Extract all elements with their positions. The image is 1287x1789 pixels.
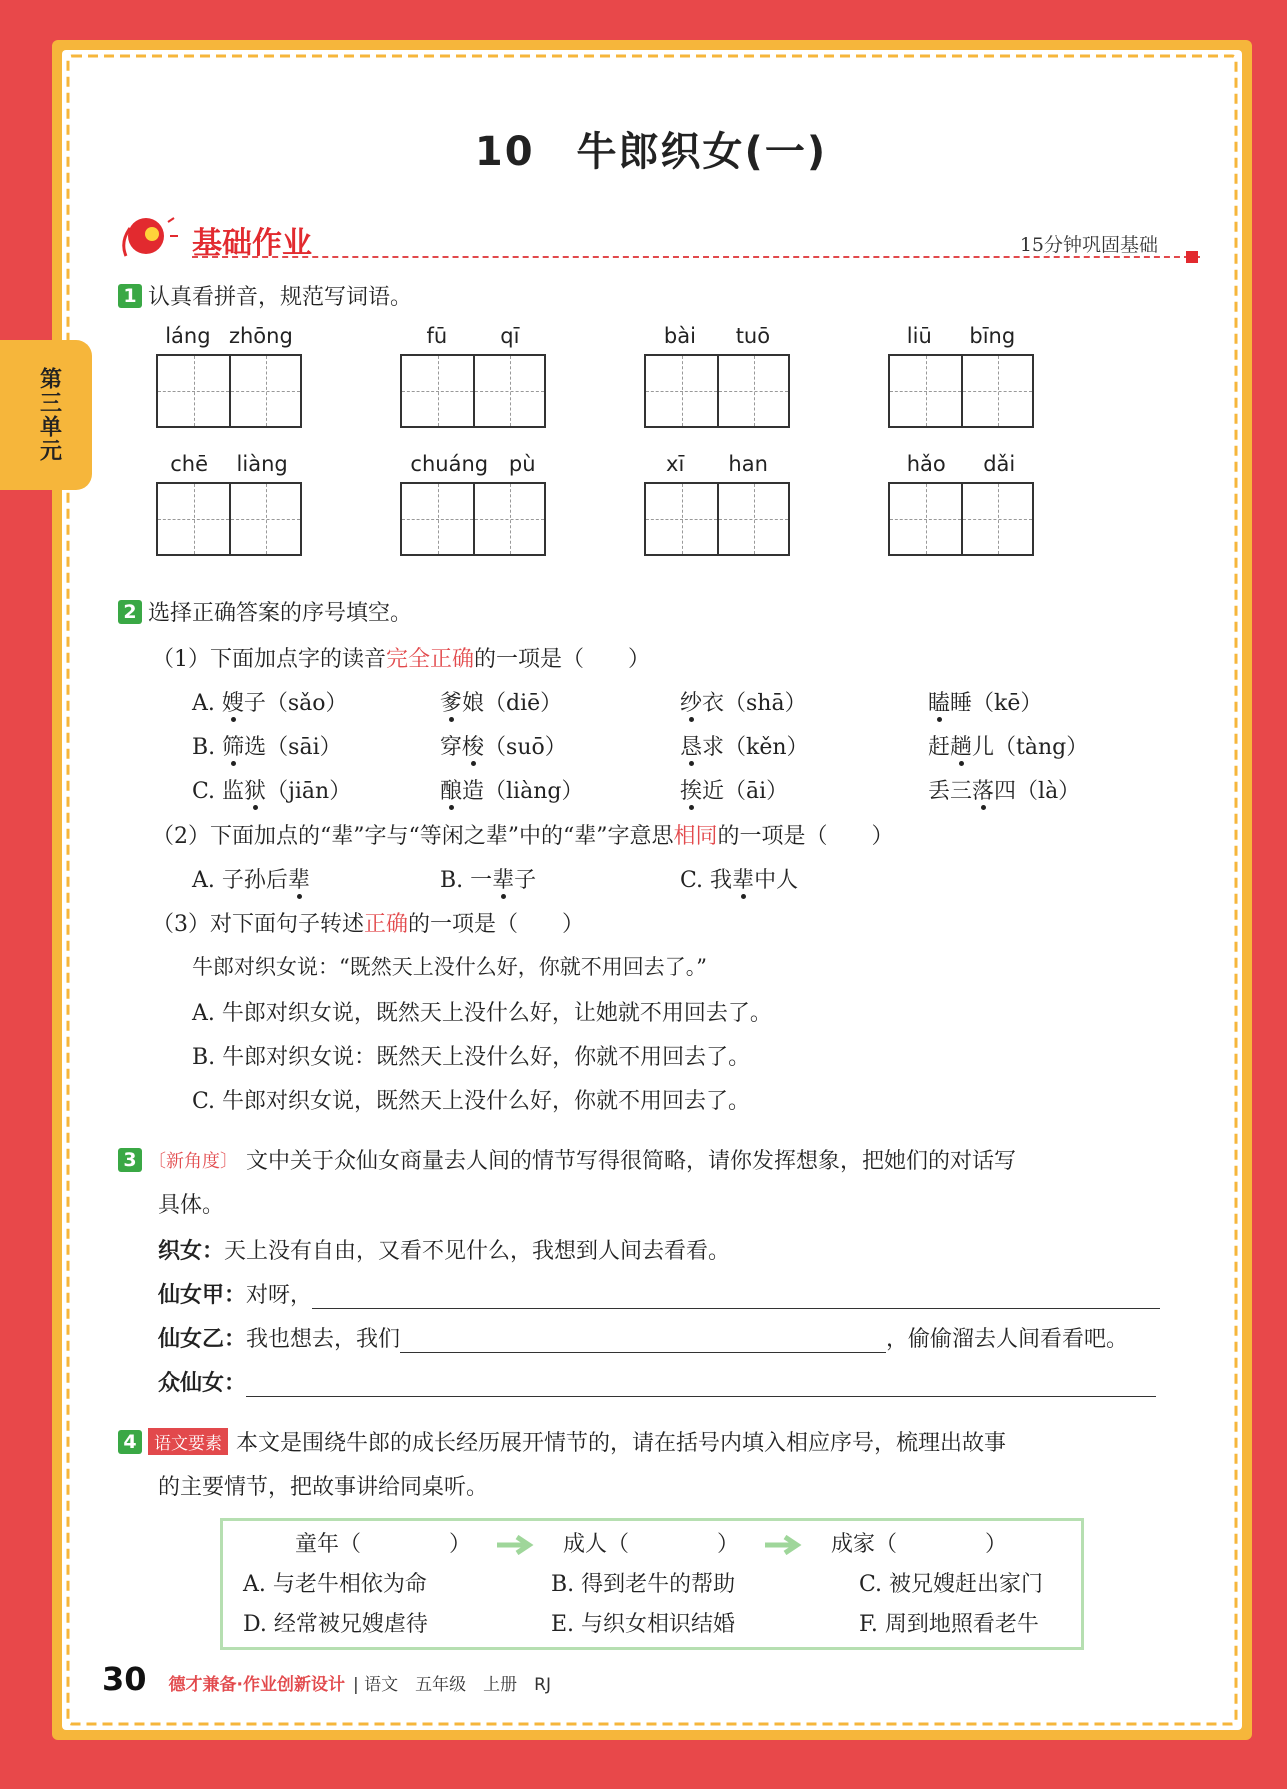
stage-childhood[interactable]: 童年（ ） bbox=[295, 1532, 472, 1557]
choice-item[interactable]: 丢三落四（là） bbox=[928, 779, 1081, 804]
sub-question-2: （2）下面加点的“辈”字与“等闲之辈”中的“辈”字意思相同的一项是（ ） bbox=[152, 824, 894, 849]
plot-outline-box bbox=[220, 1518, 1084, 1650]
answer-blank[interactable] bbox=[246, 1372, 1156, 1397]
option-a[interactable]: A. 牛郎对织女说，既然天上没什么好，让她就不用回去了。 bbox=[192, 1001, 772, 1026]
pinyin-group bbox=[400, 452, 546, 556]
dotted-character: 筛 bbox=[222, 735, 245, 760]
pinyin-group bbox=[156, 324, 302, 428]
choice-item[interactable]: A. 嫂子（sǎo） bbox=[192, 691, 348, 716]
page-footer bbox=[102, 1660, 551, 1698]
question-number: 1 bbox=[118, 284, 142, 308]
arrow-right-icon bbox=[765, 1535, 805, 1555]
section-divider bbox=[192, 256, 1200, 258]
page-number: 30 bbox=[102, 1660, 147, 1698]
choice-item[interactable]: 纱衣（shā） bbox=[680, 691, 807, 716]
sub-question-1: （1）下面加点字的读音完全正确的一项是（ ） bbox=[152, 647, 651, 672]
question-text: 本文是围绕牛郎的成长经历展开情节的，请在括号内填入相应序号，梳理出故事 bbox=[236, 1431, 1007, 1456]
choice-item[interactable]: 瞌睡（kē） bbox=[928, 691, 1043, 716]
pinyin: láng bbox=[165, 324, 211, 348]
bell-icon bbox=[116, 212, 180, 262]
quote-sentence: 牛郎对织女说：“既然天上没什么好，你就不用回去了。” bbox=[192, 955, 707, 979]
pinyin-group bbox=[400, 324, 546, 428]
question-text-cont: 具体。 bbox=[158, 1193, 225, 1218]
question-1-header bbox=[118, 280, 412, 311]
choice-item[interactable]: 挨近（āi） bbox=[680, 779, 789, 804]
writing-grid[interactable] bbox=[156, 354, 302, 428]
choice-item[interactable]: 酿造（liàng） bbox=[440, 779, 584, 804]
choice-item[interactable]: 穿梭（suō） bbox=[440, 735, 567, 760]
dotted-character: 嫂 bbox=[221, 691, 244, 716]
dotted-character: 纱 bbox=[680, 691, 703, 716]
question-3-header bbox=[118, 1144, 1016, 1175]
divider-end-marker bbox=[1186, 251, 1198, 263]
question-text: 选择正确答案的序号填空。 bbox=[148, 601, 413, 626]
dotted-character: 瞌 bbox=[928, 691, 951, 716]
choice-item[interactable]: C. 我辈中人 bbox=[680, 868, 799, 893]
dotted-character: 恳 bbox=[680, 735, 703, 760]
pinyin: chuáng bbox=[410, 452, 489, 476]
pinyin: pù bbox=[508, 452, 536, 476]
stage-family[interactable]: 成家（ ） bbox=[831, 1532, 1008, 1557]
question-2-header bbox=[118, 596, 412, 627]
new-angle-tag: 〔新角度〕 bbox=[148, 1150, 238, 1172]
pinyin-group bbox=[644, 452, 790, 556]
pinyin-group bbox=[644, 324, 790, 428]
choice-item[interactable]: 恳求（kěn） bbox=[680, 735, 809, 760]
dotted-character: 趟 bbox=[950, 735, 973, 760]
event-option: F. 周到地照看老牛 bbox=[859, 1612, 1039, 1637]
choice-item[interactable]: C. 监狱（jiān） bbox=[192, 779, 352, 804]
dotted-character: 辈 bbox=[492, 868, 515, 893]
event-option: A. 与老牛相依为命 bbox=[243, 1572, 427, 1597]
arrow-right-icon bbox=[497, 1535, 537, 1555]
pinyin: hǎo bbox=[906, 452, 946, 476]
question-text: 文中关于众仙女商量去人间的情节写得很简略，请你发挥想象，把她们的对话写 bbox=[246, 1149, 1017, 1174]
pinyin: bīng bbox=[969, 324, 1016, 348]
question-number: 3 bbox=[118, 1148, 142, 1172]
unit-tab bbox=[0, 340, 92, 490]
question-text: 认真看拼音，规范写词语。 bbox=[148, 285, 413, 310]
pinyin: tuō bbox=[735, 324, 771, 348]
question-text-cont: 的主要情节，把故事讲给同桌听。 bbox=[158, 1475, 489, 1500]
dotted-character: 酿 bbox=[440, 779, 463, 804]
pinyin: han bbox=[728, 452, 768, 476]
language-element-tag: 语文要素 bbox=[148, 1428, 228, 1455]
event-option: E. 与织女相识结婚 bbox=[551, 1612, 736, 1637]
choice-item[interactable]: A. 子孙后辈 bbox=[192, 868, 310, 893]
choice-item[interactable]: 爹娘（diē） bbox=[440, 691, 563, 716]
question-4-header bbox=[118, 1426, 1006, 1457]
writing-grid[interactable] bbox=[400, 354, 546, 428]
dotted-character: 爹 bbox=[440, 691, 463, 716]
writing-grid[interactable] bbox=[156, 482, 302, 556]
dotted-character: 狱 bbox=[244, 779, 267, 804]
writing-grid[interactable] bbox=[888, 354, 1034, 428]
pinyin: liàng bbox=[236, 452, 288, 476]
question-number: 4 bbox=[118, 1430, 142, 1454]
dialogue-fairy-b: 仙女乙：我也想去，我们 ，偷偷溜去人间看看吧。 bbox=[158, 1327, 1129, 1352]
page-title: 10 牛郎织女(一) bbox=[474, 129, 828, 175]
unit-label: 第三单元 bbox=[36, 367, 62, 463]
pinyin: zhōng bbox=[228, 324, 293, 348]
event-option: D. 经常被兄嫂虐待 bbox=[243, 1612, 428, 1637]
pinyin-group bbox=[156, 452, 302, 556]
pinyin: bài bbox=[663, 324, 696, 348]
choice-item[interactable]: B. 一辈子 bbox=[440, 868, 537, 893]
option-b[interactable]: B. 牛郎对织女说：既然天上没什么好，你就不用回去了。 bbox=[192, 1045, 751, 1070]
event-option: C. 被兄嫂赶出家门 bbox=[859, 1572, 1044, 1597]
section-subtitle: 15分钟巩固基础 bbox=[1019, 234, 1158, 256]
dialogue-all-fairies: 众仙女： bbox=[158, 1366, 1156, 1397]
writing-grid[interactable] bbox=[888, 482, 1034, 556]
writing-grid[interactable] bbox=[400, 482, 546, 556]
event-option: B. 得到老牛的帮助 bbox=[551, 1572, 736, 1597]
book-info: | 语文 五年级 上册 RJ bbox=[353, 1675, 551, 1695]
section-header bbox=[116, 212, 1206, 262]
dialogue-zhinv: 织女：天上没有自由，又看不见什么，我想到人间去看看。 bbox=[158, 1239, 731, 1264]
sub-question-3: （3）对下面句子转述正确的一项是（ ） bbox=[152, 912, 585, 937]
dialogue-fairy-a: 仙女甲：对呀， bbox=[158, 1278, 1160, 1309]
option-c[interactable]: C. 牛郎对织女说，既然天上没什么好，你就不用回去了。 bbox=[192, 1089, 751, 1114]
stage-adulthood[interactable]: 成人（ ） bbox=[563, 1532, 740, 1557]
pinyin: chē bbox=[170, 452, 209, 476]
book-brand: 德才兼备·作业创新设计 bbox=[168, 1675, 345, 1695]
writing-grid[interactable] bbox=[644, 482, 790, 556]
pinyin: fū bbox=[426, 324, 448, 348]
pinyin: dǎi bbox=[983, 452, 1016, 476]
question-number: 2 bbox=[118, 600, 142, 624]
dotted-character: 挨 bbox=[680, 779, 703, 804]
pinyin: liū bbox=[906, 324, 932, 348]
answer-blank[interactable] bbox=[400, 1328, 886, 1353]
pinyin: xī bbox=[666, 452, 685, 476]
dotted-character: 落 bbox=[972, 779, 995, 804]
choice-item[interactable]: 赶趟儿（tàng） bbox=[928, 735, 1089, 760]
writing-grid[interactable] bbox=[644, 354, 790, 428]
answer-blank[interactable] bbox=[312, 1284, 1160, 1309]
dotted-character: 梭 bbox=[462, 735, 485, 760]
pinyin-group bbox=[888, 324, 1034, 428]
section-title: 基础作业 bbox=[192, 226, 312, 261]
dotted-character: 辈 bbox=[732, 868, 755, 893]
page bbox=[76, 62, 1226, 1702]
pinyin: qī bbox=[500, 324, 520, 348]
dotted-character: 辈 bbox=[287, 868, 310, 893]
pinyin-group bbox=[888, 452, 1034, 556]
choice-item[interactable]: B. 筛选（sāi） bbox=[192, 735, 342, 760]
